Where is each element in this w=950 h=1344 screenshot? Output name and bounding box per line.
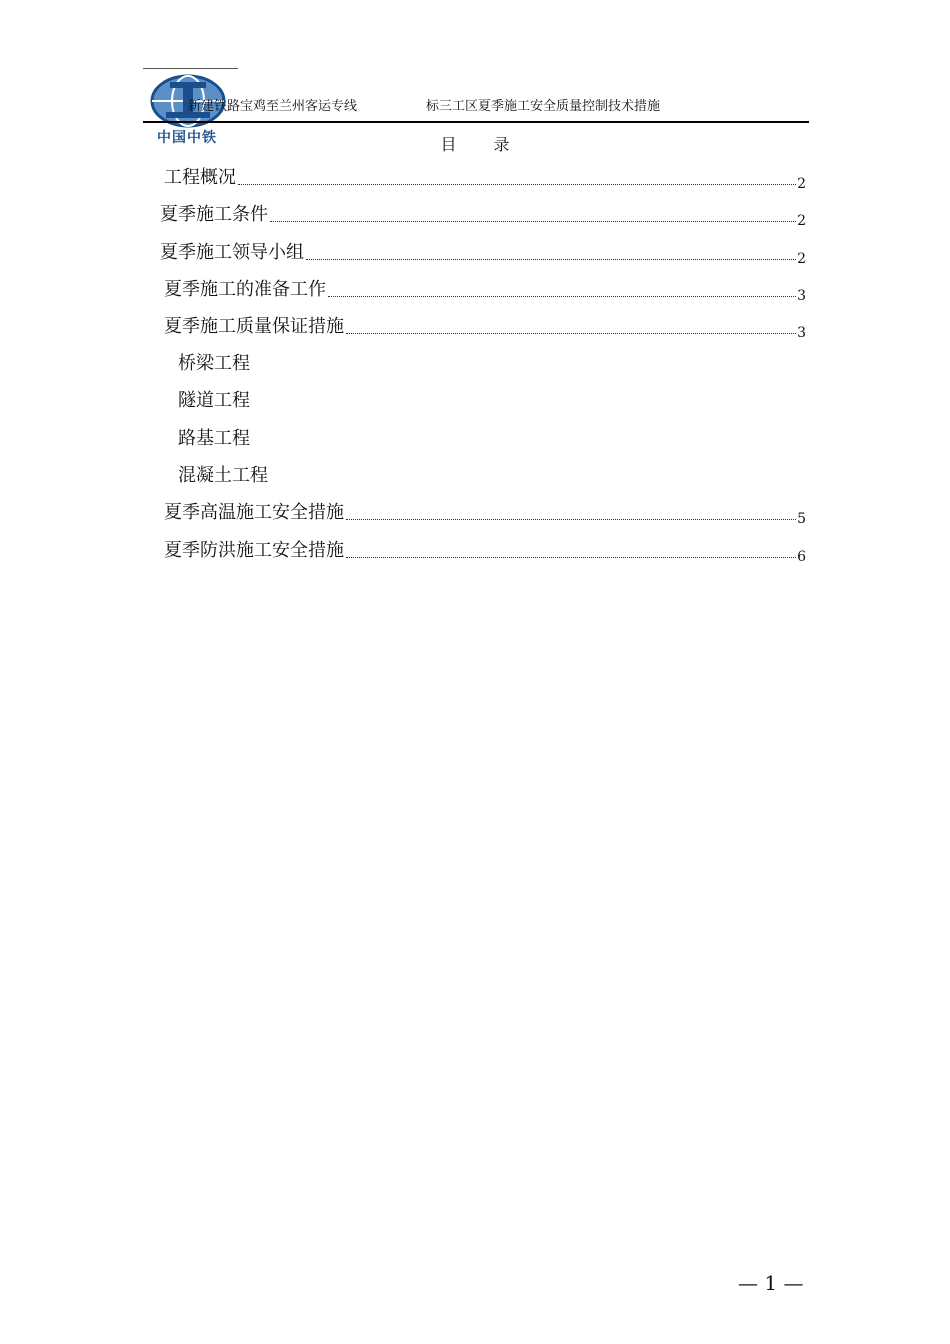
toc-entry-page: 2 [797,251,806,267]
header-rule [143,121,809,123]
toc-entry-page: 6 [797,549,806,565]
toc-entry-label: 工程概况 [164,167,236,188]
toc-leader-dots [306,259,796,260]
toc-entry[interactable] [164,166,806,190]
toc-leader-dots [238,184,796,185]
toc-title: 目 录 [440,135,526,154]
toc-entry-page: 3 [797,325,806,341]
toc-entry[interactable] [164,539,806,563]
toc-entry[interactable] [164,315,806,339]
toc-leader-dots [346,557,796,558]
toc-entry[interactable] [164,278,806,302]
toc-subentry[interactable]: 混凝土工程 [178,465,268,486]
toc-entry-label: 夏季施工领导小组 [160,242,304,263]
toc-entry-label: 夏季施工条件 [160,204,268,225]
logo-text: 中国中铁 [157,130,217,146]
toc-leader-dots [346,333,796,334]
toc-entry[interactable] [164,501,806,525]
header-project-title: 新建铁路宝鸡至兰州客运专线 [188,99,358,114]
toc-entry-label: 夏季施工质量保证措施 [164,316,344,337]
toc-leader-dots [328,296,796,297]
toc-entry-label: 夏季防洪施工安全措施 [164,540,344,561]
toc-subentry[interactable]: 隧道工程 [178,390,250,411]
header-top-rule [143,68,238,69]
toc-entry-page: 5 [797,511,806,527]
toc-entry-label: 夏季高温施工安全措施 [164,502,344,523]
toc-entry-page: 3 [797,288,806,304]
toc-subentry[interactable]: 路基工程 [178,428,250,449]
toc-entry[interactable] [160,241,806,265]
toc-subentry[interactable]: 桥梁工程 [178,353,250,374]
toc-leader-dots [346,519,796,520]
toc-entry[interactable] [160,203,806,227]
header-document-title: 标三工区夏季施工安全质量控制技术措施 [426,99,661,114]
toc-entry-page: 2 [797,213,806,229]
toc-entry-label: 夏季施工的准备工作 [164,279,326,300]
page-number: — 1 — [738,1271,804,1295]
toc-entry-page: 2 [797,176,806,192]
toc-leader-dots [270,221,796,222]
